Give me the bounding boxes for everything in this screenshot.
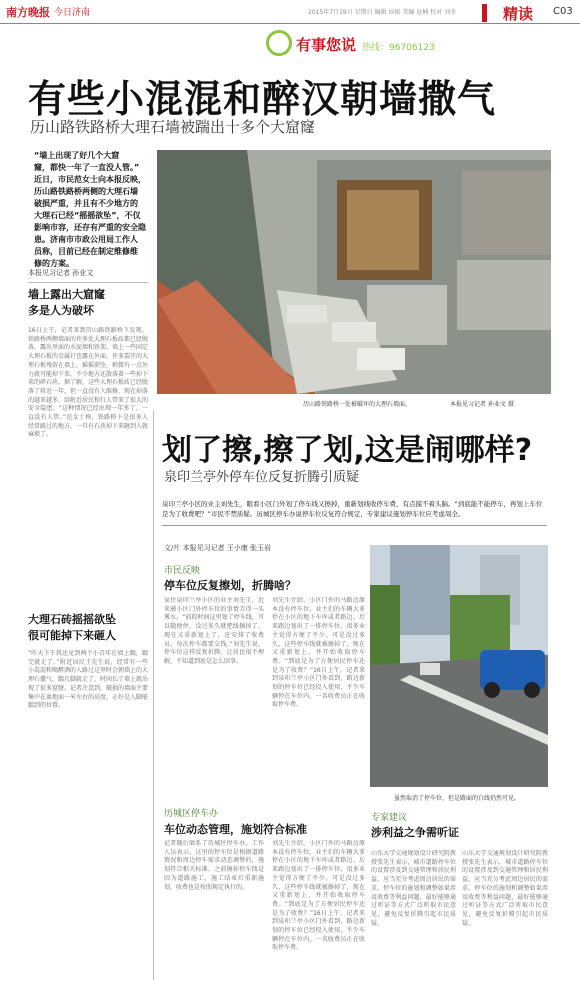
- byline-1: 本报见习记者 孙业文: [28, 269, 94, 277]
- section-label: 市民反映: [164, 566, 201, 576]
- photo-caption: 虽然取消了停车位，但是路面的白线仍然可见。: [394, 795, 521, 802]
- column-divider: [153, 410, 154, 980]
- lead-1: “墙上出现了好几个大窟 窿，都快一年了一直没人管。” 近日，市民范女士向本报反映， 历山路铁路桥两侧的大理石墙 破损严重，并且有不少地方的 大理石已经“摇摇欲坠”，不仅 影响市容，还存有严重的安全隐 患。济南市市政公用局工作人 员称，目前已经在制定维修维 修的方案。: [34, 151, 146, 268]
- subheadline-1: 历山路铁路桥大理石墙被踹出十多个大窟窿: [30, 118, 316, 136]
- banner-title: 有事您说: [296, 36, 357, 54]
- body-text: 山东大学交通规划设计研究院教授张先生表示，城市道路停车位的设置涉及到交通管理和居民利益，应当充分考虑周边居民的需求。停车位的施划和调整如果涉及收费等利益问题，最好能够通过听证等方式广泛听取市民意见，避免反复折腾引起市民质疑。: [371, 850, 456, 927]
- section-label: 历城区停车办: [164, 809, 219, 819]
- subheadline-2: 泉印兰亭外停车位反复折腾引质疑: [164, 470, 360, 485]
- wall-photo: [157, 150, 551, 394]
- body-text: 16日上午，记者来到历山路铁路桥下发现，铁路桥两侧墙面的许多处大理石板砖都已经脱落，露出里面的水泥墙和铁架，墙上一些固定大理石板的金属钉也露在外面。许多裂开的大理石板残留在墙上，摇摇欲坠，稍微有一点外力就可能掉下来。不少地方还散落着一些掉下来的碎石块。据了解，这些大理石板砖已经脱落了将近一年，但一直没有人维修，现在掉落的越来越多，给附近居民和行人带来了很大的安全隐患。“这种情况已经出现一年多了，一直没有人管。”范女士称，铁路桥下是很多人经常路过的地方，一旦有石块掉下来砸到人就麻烦了。: [28, 327, 148, 439]
- newspaper-brand: 南方晚报: [6, 6, 50, 19]
- byline-2: 文/片 本报见习记者 王小康 张玉岩: [164, 544, 272, 552]
- subheading-2a: 停车位反复擦划，折腾啥？: [164, 579, 296, 592]
- body-text: 刘先生介绍，小区门外的马路边原本没有停车位，业主们的车辆大多停在小区的地下车库或者路边。后来路边划出了一排停车位，很多业主觉得方便了不少。可是没过多久，这些停车线就被擦掉了，现在又重新划上，并开始收取停车费。“到底是为了方便居民停车还是为了收费？”16日上午，记者来到泉印兰亭小区门外看到，路边新划的停车位已经投入使用，不少车辆停在车位内，一名收费员正在收取停车费。: [272, 597, 365, 709]
- divider: [28, 282, 148, 283]
- column-title: 精读: [503, 5, 534, 23]
- hotline: 热线：96706123: [362, 43, 435, 53]
- subheading-2b: 车位动态管理，施划符合标准: [164, 823, 307, 836]
- subheading-1b: 大理石砖摇摇欲坠 很可能掉下来砸人: [28, 613, 116, 642]
- page-number: C03: [553, 6, 573, 17]
- body-text: “昨天下午我还见到两个小青年在墙上踹，踹完就走了。”附近居民王先生说，经常有一些小混混和喝醉酒的人路过这里时会朝墙上的大理石撒气，踹几脚就走了，时间长了墙上就出现了很多窟窿。记者注意到，破损的墙面主要集中在离地面一米左右的高度，正好是人脚能踹到的位置。: [28, 650, 148, 710]
- issue-meta: 2015年7月19日 星期日 编辑 侯振 美编 赵楠 校对 刘冬: [308, 9, 457, 16]
- parking-photo: [370, 545, 548, 787]
- headline-2: 划了擦,擦了划,这是闹哪样?: [162, 433, 533, 468]
- column-marker-icon: [482, 4, 487, 22]
- photo-credit: 本报见习记者 孙业文 摄: [450, 401, 514, 408]
- body-text: 记者随后联系了历城区停车办，工作人员表示，这里的停车位是根据道路情况和周边停车需求动态调整的，施划符合相关标准。之前擦掉停车线是因为道路施工，施工结束后重新施划，收费也是按照规定执行的。: [164, 840, 264, 891]
- page-header: [0, 0, 580, 24]
- lead-2: 泉印兰亭小区的业主刘先生，眼看小区门外划了停车线又擦掉，重新划线收停车费，有点摸不着头脑。“到底能不能停车，再划上车位是为了收费吧？”市民不禁质疑。历城区停车办说停车位反复符合规定，专家建议施划停车位应考虑周全。: [162, 499, 547, 526]
- photo-caption: 历山路铁路桥一处被破坏的大理石墙面。: [303, 401, 412, 408]
- body-text: 山东大学交通规划设计研究院教授张先生表示，城市道路停车位的设置涉及到交通管理和居民利益，应当充分考虑周边居民的需求。停车位的施划和调整如果涉及收费等利益问题，最好能够通过听证等方式广泛听取市民意见，避免反复折腾引起市民质疑。: [462, 850, 548, 927]
- section-tag: 今日济南: [54, 8, 91, 18]
- subheading-1a: 墙上露出大窟窿 多是人为破坏: [28, 288, 105, 317]
- body-text: 家住泉印兰亭小区的业主刘先生，近来被小区门外停车位的事情弄得一头雾水。“前段时间这里划了停车线，可以随便停，没过多久就把线擦掉了，现在又重新划上了，还安排了收费员，每次停车都要交钱。”刘先生说，停车位这样反复折腾，让居民很不理解，不知道到底是怎么回事。: [164, 597, 264, 665]
- subheading-2c: 涉利益之争需听证: [371, 826, 459, 839]
- section-label: 专家建议: [371, 813, 408, 823]
- headline-1: 有些小混混和醉汉朝墙撒气: [28, 77, 497, 121]
- body-text: 刘先生介绍，小区门外的马路边原本没有停车位，业主们的车辆大多停在小区的地下车库或者路边。后来路边划出了一排停车位，很多业主觉得方便了不少。可是没过多久，这些停车线就被擦掉了，现在又重新划上，并开始收取停车费。“到底是为了方便居民停车还是为了收费？”16日上午，记者来到泉印兰亭小区门外看到，路边新划的停车位已经投入使用，不少车辆停在车位内，一名收费员正在收取停车费。: [272, 840, 365, 952]
- speech-bubble-icon: [266, 30, 292, 56]
